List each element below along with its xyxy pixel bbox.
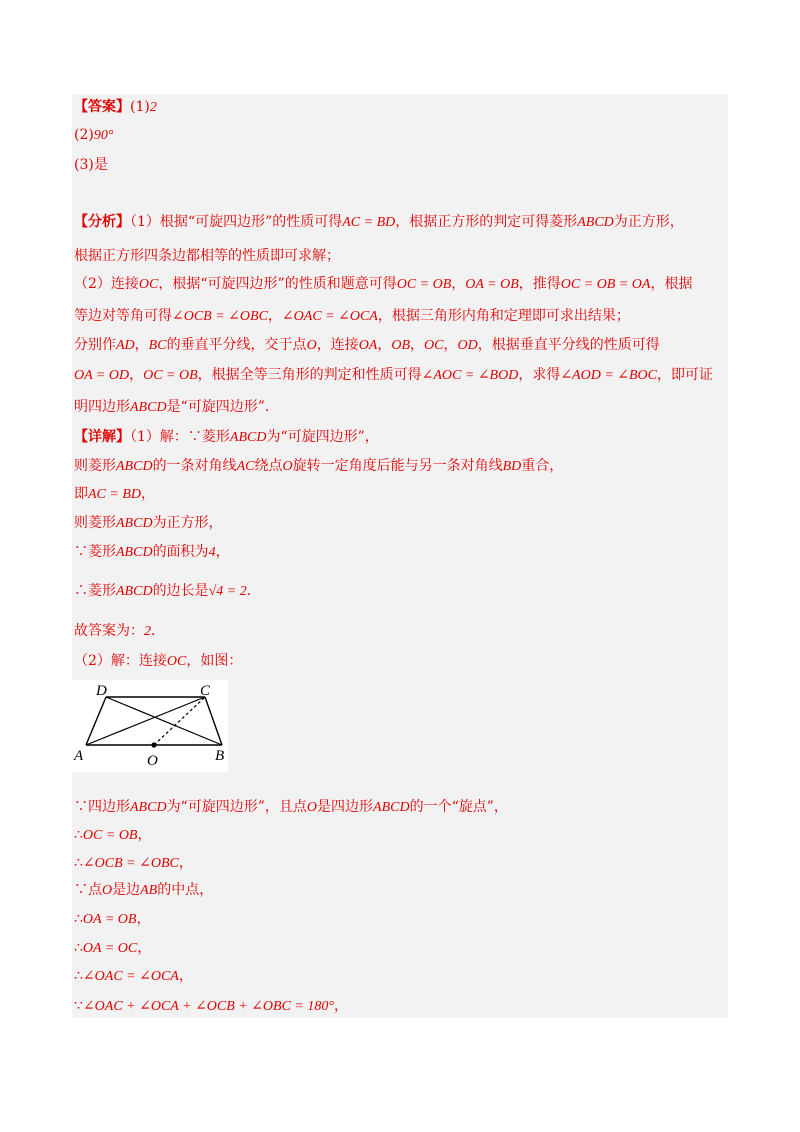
- text-segment: ，: [215, 544, 230, 560]
- math-expression: O: [102, 883, 113, 898]
- trapezoid-figure: [72, 680, 228, 772]
- text-segment: ，: [410, 337, 425, 353]
- text-line: [74, 542, 230, 563]
- math-expression: ∠OAC = ∠OCA: [281, 309, 378, 324]
- text-segment: ∵点: [74, 882, 102, 898]
- math-expression: ∠OAC = ∠OCA: [82, 969, 179, 984]
- trapezoid-diagram: [72, 680, 228, 772]
- text-segment: 是四边形: [317, 799, 374, 815]
- math-expression: OC: [166, 654, 187, 669]
- text-segment: 的边长是: [152, 583, 209, 599]
- label-a: A: [74, 748, 84, 764]
- text-segment: ，根据垂直平分线的性质可得: [477, 337, 660, 353]
- text-segment: ，: [178, 855, 193, 871]
- math-expression: ABCD: [116, 516, 153, 531]
- text-segment: 绕点: [254, 458, 283, 474]
- text-segment: 的中点，: [157, 882, 214, 898]
- text-line: [74, 853, 193, 874]
- diagonal-bd: [106, 697, 222, 745]
- text-line: [74, 880, 213, 901]
- math-expression: OA = OB: [82, 912, 137, 927]
- text-line: [74, 212, 684, 233]
- text-segment: ．: [151, 623, 165, 639]
- math-expression: BC: [148, 338, 167, 353]
- math-expression: ABCD: [229, 430, 267, 445]
- math-expression: 4: [208, 545, 216, 560]
- diagonal-ac: [86, 697, 205, 745]
- text-segment: ，: [134, 337, 149, 353]
- section-heading: 【答案】: [74, 99, 130, 115]
- text-line: [74, 966, 193, 987]
- math-expression: ∠AOD = ∠BOC: [560, 368, 658, 383]
- text-segment: ，: [178, 968, 193, 984]
- text-segment: ∴: [74, 940, 83, 956]
- math-expression: O: [282, 459, 293, 474]
- text-segment: 旋转一定角度后能与另一条对角线: [292, 458, 503, 474]
- math-expression: AD: [116, 338, 135, 353]
- text-line: [74, 651, 242, 672]
- text-segment: ∵菱形: [74, 544, 116, 560]
- text-line: [74, 581, 261, 602]
- text-segment: ，即可证: [657, 367, 714, 383]
- text-segment: 根据正方形四条边都相等的性质即可求解；: [74, 248, 340, 264]
- label-o: O: [147, 753, 158, 769]
- text-segment: (3)是: [74, 157, 108, 173]
- text-segment: ∵四边形: [74, 799, 130, 815]
- math-expression: OC = OB = OA: [560, 277, 651, 292]
- segment-oc-dashed: [154, 697, 205, 745]
- text-segment: ∴菱形: [74, 583, 116, 599]
- text-line: [74, 274, 692, 295]
- text-segment: ，根据: [650, 276, 693, 292]
- point-o: [151, 742, 156, 747]
- text-segment: (1): [130, 99, 150, 115]
- math-expression: BD: [502, 459, 522, 474]
- math-expression: O: [306, 800, 318, 815]
- text-segment: ，根据“可旋四边形”的性质和题意可得: [158, 276, 397, 292]
- math-expression: ABCD: [130, 800, 167, 815]
- text-line: [74, 825, 151, 846]
- math-expression: ∠OCB = ∠OBC: [172, 309, 268, 324]
- text-segment: 为“可旋四边形”，: [266, 429, 379, 445]
- text-line: [74, 513, 223, 534]
- math-expression: OA: [358, 338, 378, 353]
- text-segment: 则菱形: [74, 458, 116, 474]
- math-expression: AC = BD: [342, 215, 396, 230]
- text-segment: ，根据正方形的判定可得菱形: [395, 214, 578, 230]
- text-line: [74, 335, 660, 356]
- text-segment: ，: [129, 367, 144, 383]
- text-line: [74, 125, 113, 146]
- math-expression: OB: [391, 338, 411, 353]
- text-line: [74, 938, 151, 959]
- math-expression: OC = OB: [82, 828, 138, 843]
- math-expression: OC: [424, 338, 444, 353]
- text-segment: 重合，: [521, 458, 564, 474]
- text-segment: 则菱形: [74, 515, 116, 531]
- math-expression: OC = OB: [396, 277, 452, 292]
- text-segment: （1）解：∵菱形: [130, 429, 230, 445]
- math-expression: OA = OC: [82, 941, 138, 956]
- text-segment: ，: [377, 337, 392, 353]
- math-expression: ABCD: [373, 800, 410, 815]
- text-segment: 分别作: [74, 337, 116, 353]
- math-expression: ∠OAC + ∠OCA + ∠OCB + ∠OBC = 180°: [82, 999, 334, 1014]
- math-expression: O: [306, 338, 317, 353]
- text-segment: ，: [136, 911, 151, 927]
- text-line: [74, 397, 279, 418]
- math-expression: √4 = 2: [208, 584, 247, 599]
- math-expression: ABCD: [577, 215, 614, 230]
- text-line: [74, 996, 348, 1017]
- text-segment: ，连接: [316, 337, 359, 353]
- text-segment: 的一条对角线: [152, 458, 237, 474]
- edge-bc: [205, 697, 222, 745]
- text-segment: ，: [333, 998, 348, 1014]
- section-heading: 【详解】: [74, 429, 130, 445]
- math-expression: AC: [236, 459, 255, 474]
- text-segment: ∴: [74, 968, 83, 984]
- math-expression: AC = BD: [88, 487, 141, 502]
- math-expression: ABCD: [116, 545, 153, 560]
- math-expression: OC = OB: [143, 368, 198, 383]
- text-segment: ∴: [74, 855, 83, 871]
- text-segment: ，: [267, 308, 282, 324]
- text-segment: ∵: [74, 998, 83, 1014]
- text-segment: （2）连接: [74, 276, 139, 292]
- math-expression: ABCD: [130, 400, 167, 415]
- text-segment: ，: [137, 827, 152, 843]
- text-segment: （1）根据“可旋四边形”的性质可得: [130, 214, 343, 230]
- math-expression: OA = OD: [74, 368, 130, 383]
- text-line: [74, 797, 508, 818]
- text-segment: 为“可旋四边形”，且点: [166, 799, 307, 815]
- text-segment: 故答案为：: [74, 623, 144, 639]
- text-segment: 是边: [112, 882, 141, 898]
- text-segment: ，: [137, 940, 152, 956]
- math-expression: ∠OCB = ∠OBC: [82, 856, 179, 871]
- text-segment: ，: [451, 276, 466, 292]
- text-line: [74, 621, 165, 642]
- text-segment: ，: [141, 486, 155, 502]
- text-line: [74, 909, 150, 930]
- text-segment: 等边对等角可得: [74, 308, 172, 324]
- text-segment: 是“可旋四边形”．: [166, 399, 279, 415]
- text-segment: ∴: [74, 827, 83, 843]
- text-segment: ，推得: [518, 276, 561, 292]
- text-line: [74, 484, 155, 505]
- math-expression: OC: [138, 277, 159, 292]
- text-segment: ，根据三角形内角和定理即可求出结果；: [377, 308, 630, 324]
- math-expression: ABCD: [116, 459, 153, 474]
- math-expression: 2: [149, 100, 157, 115]
- math-expression: AB: [140, 883, 158, 898]
- text-segment: ．: [246, 583, 261, 599]
- text-line: [74, 246, 340, 266]
- math-expression: OA = OB: [465, 277, 519, 292]
- text-segment: ，如图：: [186, 653, 243, 669]
- text-segment: ，求得: [518, 367, 561, 383]
- math-expression: ∠AOC = ∠BOD: [421, 368, 519, 383]
- section-heading: 【分析】: [74, 214, 130, 230]
- text-segment: ∴: [74, 911, 83, 927]
- text-line: [74, 427, 379, 448]
- math-expression: ABCD: [116, 584, 153, 599]
- math-expression: OD: [457, 338, 478, 353]
- text-line: [74, 97, 157, 118]
- text-segment: （2）解：连接: [74, 653, 167, 669]
- text-segment: 为正方形，: [613, 214, 684, 230]
- label-c: C: [200, 683, 211, 699]
- label-d: D: [96, 683, 107, 699]
- math-expression: 90°: [93, 128, 114, 143]
- text-line: [74, 155, 108, 175]
- label-b: B: [215, 748, 225, 764]
- text-segment: ，根据全等三角形的判定和性质可得: [197, 367, 422, 383]
- text-segment: ，: [443, 337, 458, 353]
- text-segment: 明四边形: [74, 399, 130, 415]
- text-segment: 即: [74, 486, 88, 502]
- text-segment: 为正方形，: [152, 515, 223, 531]
- text-line: [74, 306, 630, 327]
- text-segment: (2): [74, 127, 94, 143]
- text-line: [74, 365, 713, 386]
- text-segment: 的一个“旋点”，: [409, 799, 508, 815]
- text-segment: 的垂直平分线，交于点: [166, 337, 307, 353]
- math-expression: 2: [144, 624, 151, 639]
- text-line: [74, 456, 563, 477]
- text-segment: 的面积为: [152, 544, 209, 560]
